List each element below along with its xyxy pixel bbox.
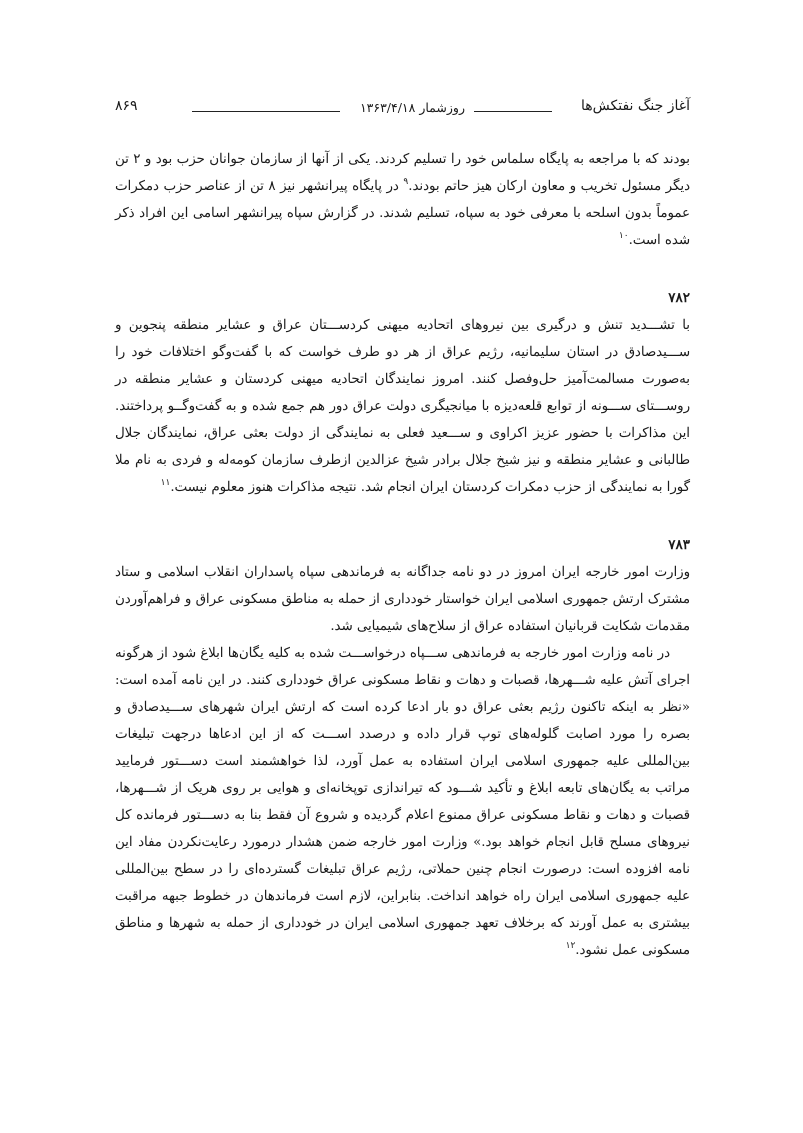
header-rule-right xyxy=(474,111,552,112)
entry-number-783: ۷۸۳ xyxy=(668,537,690,553)
footnote-ref: ۱۱ xyxy=(160,478,171,488)
entry-number-782: ۷۸۲ xyxy=(668,290,690,306)
entry-783-paragraph-1: وزارت امور خارجه ایران امروز در دو نامه جداگانه به فرماندهی سپاه پاسداران انقلاب اسلامی و ستاد مشترک ارتش جمهوری اسلامی ایران خواستار خودداری از حمله به مناطق مسکونی عراق و فراهم‌آوردن مقدمات شکایت قربانیان استفاده عراق از سلاح‌های شیمیایی شد. xyxy=(115,565,690,634)
entry-783-paragraph-2: در نامه وزارت امور خارجه به فرماندهی ســـپاه درخواســـت شده به کلیه یگان‌ها ابلاغ شود از هرگونه اجرای آتش علیه شـــهرها، قصبات و دهات و نقاط مسکونی عراق خودداری کنند. در این نامه آمده است: «نظر به اینکه تاکنون رژیم بعثی عراق دو بار ادعا کرده است که ارتش ایران شهرهای ســـیدصادق و بصره را مورد اصابت گلوله‌های توپ قرار داده و درصدد اســـت که از این ادعاها درجهت تبلیغات بین‌المللی علیه جمهوری اسلامی ایران استفاده به عمل آورد، لذا خواهشمند است دســـتور فرمایید مراتب به یگان‌های تابعه ابلاغ و تأکید شـــود که تیراندازی توپخانه‌ای و هوایی بر روی هریک از شـــهرها، قصبات و دهات و نقاط مسکونی عراق ممنوع اعلام گردیده و شروع آن فقط بنا به دســـتور فرمانده کل نیروهای مسلح قابل انجام خواهد بود.» وزارت امور خارجه ضمن هشدار درمورد رعایت‌نکردن مفاد این نامه افزوده است: درصورت انجام چنین حملاتی، رژیم عراق تبلیغات گسترده‌ای را در سطح بین‌المللی علیه جمهوری اسلامی ایران راه خواهد انداخت. بنابراین، لازم است فرماندهان در خطوط جبهه مراقبت بیشتری به عمل آورند که برخلاف تعهد جمهوری اسلامی ایران در خودداری از حمله به شهرها و مناطق مسکونی عمل نشود.$^{۱۲}$ xyxy=(115,646,690,958)
footnote-ref: ۱۲ xyxy=(565,941,576,951)
footnote-ref: ۹ xyxy=(403,177,409,187)
header-rule-left xyxy=(192,111,340,112)
footnote-ref: ۱۰ xyxy=(618,231,629,241)
page-number: ۸۶۹ xyxy=(115,98,138,114)
page-body xyxy=(115,146,690,964)
intro-paragraph: بودند که با مراجعه به پایگاه سلماس خود را تسلیم کردند. یکی از آنها از سازمان جوانان حزب بود و ۲ تن دیگر مسئول تخریب و معاون ارکان هیز حاتم بودند.$^۹$ در پایگاه پیرانشهر نیز ۸ تن از عناصر حزب دمکرات عموماً بدون اسلحه با معرفی خود به سپاه، تسلیم شدند. در گزارش سپاه پیرانشهر اسامی این افراد ذکر شده است.$^{۱۰}$ xyxy=(115,152,690,248)
running-header xyxy=(115,92,690,120)
journal-date: روزشمار ۱۳۶۳/۴/۱۸ xyxy=(359,100,465,115)
book-title: آغاز جنگ نفتکش‌ها xyxy=(581,98,690,114)
entry-782-paragraph: با تشـــدید تنش و درگیری بین نیروهای اتحادیه میهنی کردســـتان عراق و عشایر منطقه پنجوین و ســـیدصادق در استان سلیمانیه، رژیم عراق از هر دو طرف خواست که با گفت‌وگو اختلافات خود را به‌صورت مسالمت‌آمیز حل‌وفصل کنند. امروز نمایندگان اتحادیه میهنی کردستان و عشایر منطقه در روســـتای ســـونه از توابع قلعه‌دیزه با میانجیگری دولت عراق دور هم جمع شده و به گفت‌وگــو پرداختند. این مذاکرات با حضور عزیز اکراوی و ســـعید فعلی به نمایندگی از دولت بعثی عراق، نمایندگان جلال طالبانی و عشایر منطقه و نیز شیخ جلال برادر شیخ عزالدین ازطرف سازمان کومه‌له و فردی به نام ملا گورا به نمایندگی از حزب دمکرات کردستان ایران انجام شد. نتیجه مذاکرات هنوز معلوم نیست.$^{۱۱}$ xyxy=(115,318,690,495)
